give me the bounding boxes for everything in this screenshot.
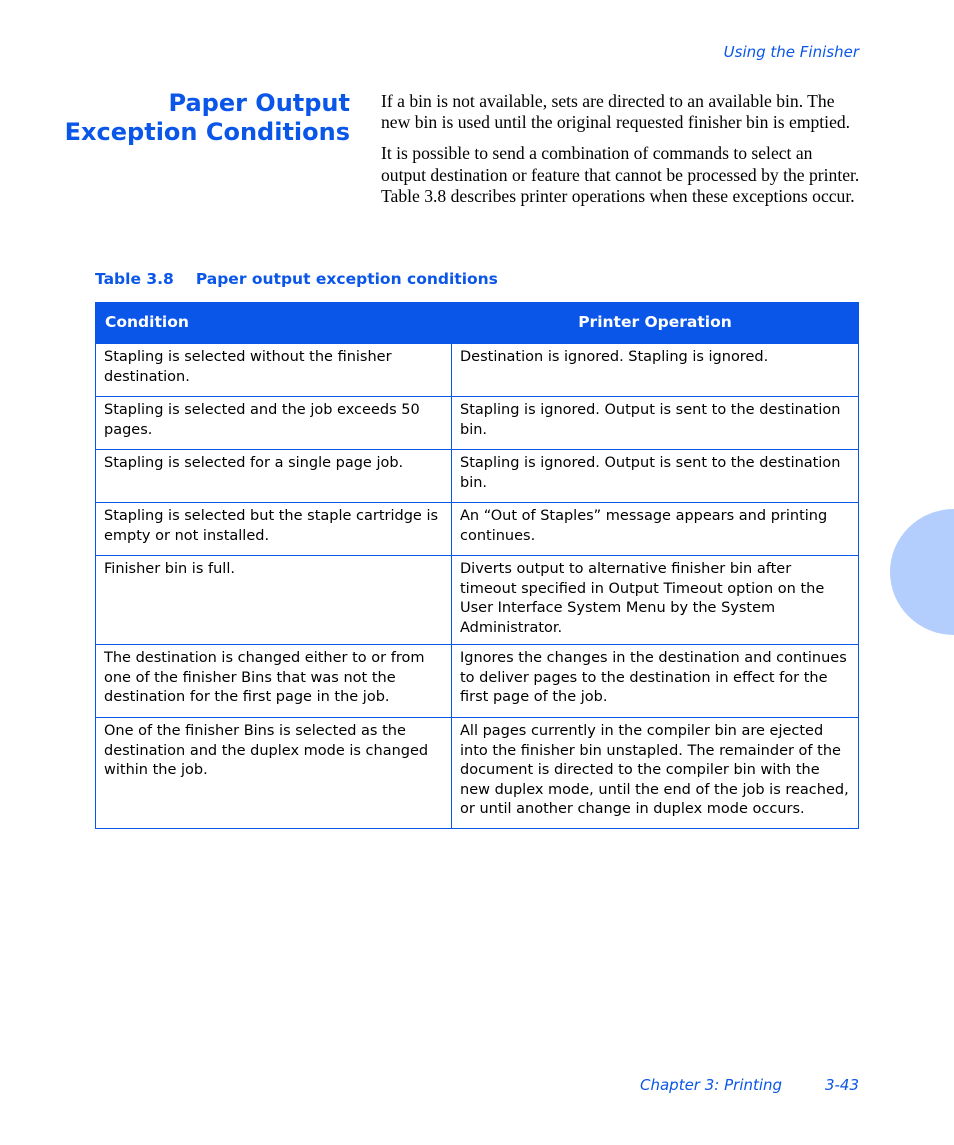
section-title-line-2: Exception Conditions [64, 118, 350, 146]
footer-page-number: 3-43 [824, 1076, 859, 1094]
table-row [96, 556, 859, 645]
condition-cell: Stapling is selected but the staple cartridge is empty or not installed. [96, 503, 452, 556]
paragraph-1: If a bin is not available, sets are directed to an available bin. The new bin is used until the original requested finisher bin is emptied. [381, 91, 851, 133]
table-row [96, 344, 859, 397]
column-header-condition: Condition [96, 303, 452, 344]
table-row [96, 645, 859, 718]
table-row [96, 718, 859, 829]
table-row [96, 503, 859, 556]
operation-cell: Ignores the changes in the destination and continues to deliver pages to the destination in effect for the first page of the job. [452, 645, 859, 718]
table-row [96, 450, 859, 503]
table-header-row [96, 303, 859, 344]
condition-cell: Stapling is selected and the job exceeds 50 pages. [96, 397, 452, 450]
condition-cell: One of the finisher Bins is selected as the destination and the duplex mode is changed within the job. [96, 718, 452, 829]
exception-conditions-table [95, 302, 859, 829]
running-header: Using the Finisher [723, 43, 859, 61]
operation-cell: Stapling is ignored. Output is sent to the destination bin. [452, 397, 859, 450]
operation-cell: All pages currently in the compiler bin are ejected into the finisher bin unstapled. The remainder of the document is directed to the compiler bin with the new duplex mode, until the end of the job is reached, or until another change in duplex mode occurs. [452, 718, 859, 829]
chapter-tab-marker [890, 509, 954, 635]
table-caption-title: Paper output exception conditions [195, 270, 498, 288]
condition-cell: Stapling is selected for a single page job. [96, 450, 452, 503]
operation-cell: Stapling is ignored. Output is sent to the destination bin. [452, 450, 859, 503]
body-text [381, 91, 861, 217]
paragraph-2: It is possible to send a combination of commands to select an output destination or feature that cannot be processed by the printer. Table 3.8 describes printer operations when these exceptions occur. [381, 143, 860, 206]
column-header-printer-operation: Printer Operation [452, 303, 859, 344]
operation-cell: An “Out of Staples” message appears and printing continues. [452, 503, 859, 556]
condition-cell: Finisher bin is full. [96, 556, 452, 645]
section-title [60, 89, 350, 147]
table-caption-number: Table 3.8 [95, 270, 174, 288]
footer-chapter: Chapter 3: Printing [640, 1076, 783, 1094]
operation-cell: Diverts output to alternative finisher bin after timeout specified in Output Timeout option on the User Interface System Menu by the System Administrator. [452, 556, 859, 645]
section-title-line-1: Paper Output [168, 89, 350, 117]
operation-cell: Destination is ignored. Stapling is ignored. [452, 344, 859, 397]
table-row [96, 397, 859, 450]
condition-cell: The destination is changed either to or from one of the finisher Bins that was not the destination for the first page in the job. [96, 645, 452, 718]
table-caption [95, 270, 498, 288]
condition-cell: Stapling is selected without the finisher destination. [96, 344, 452, 397]
